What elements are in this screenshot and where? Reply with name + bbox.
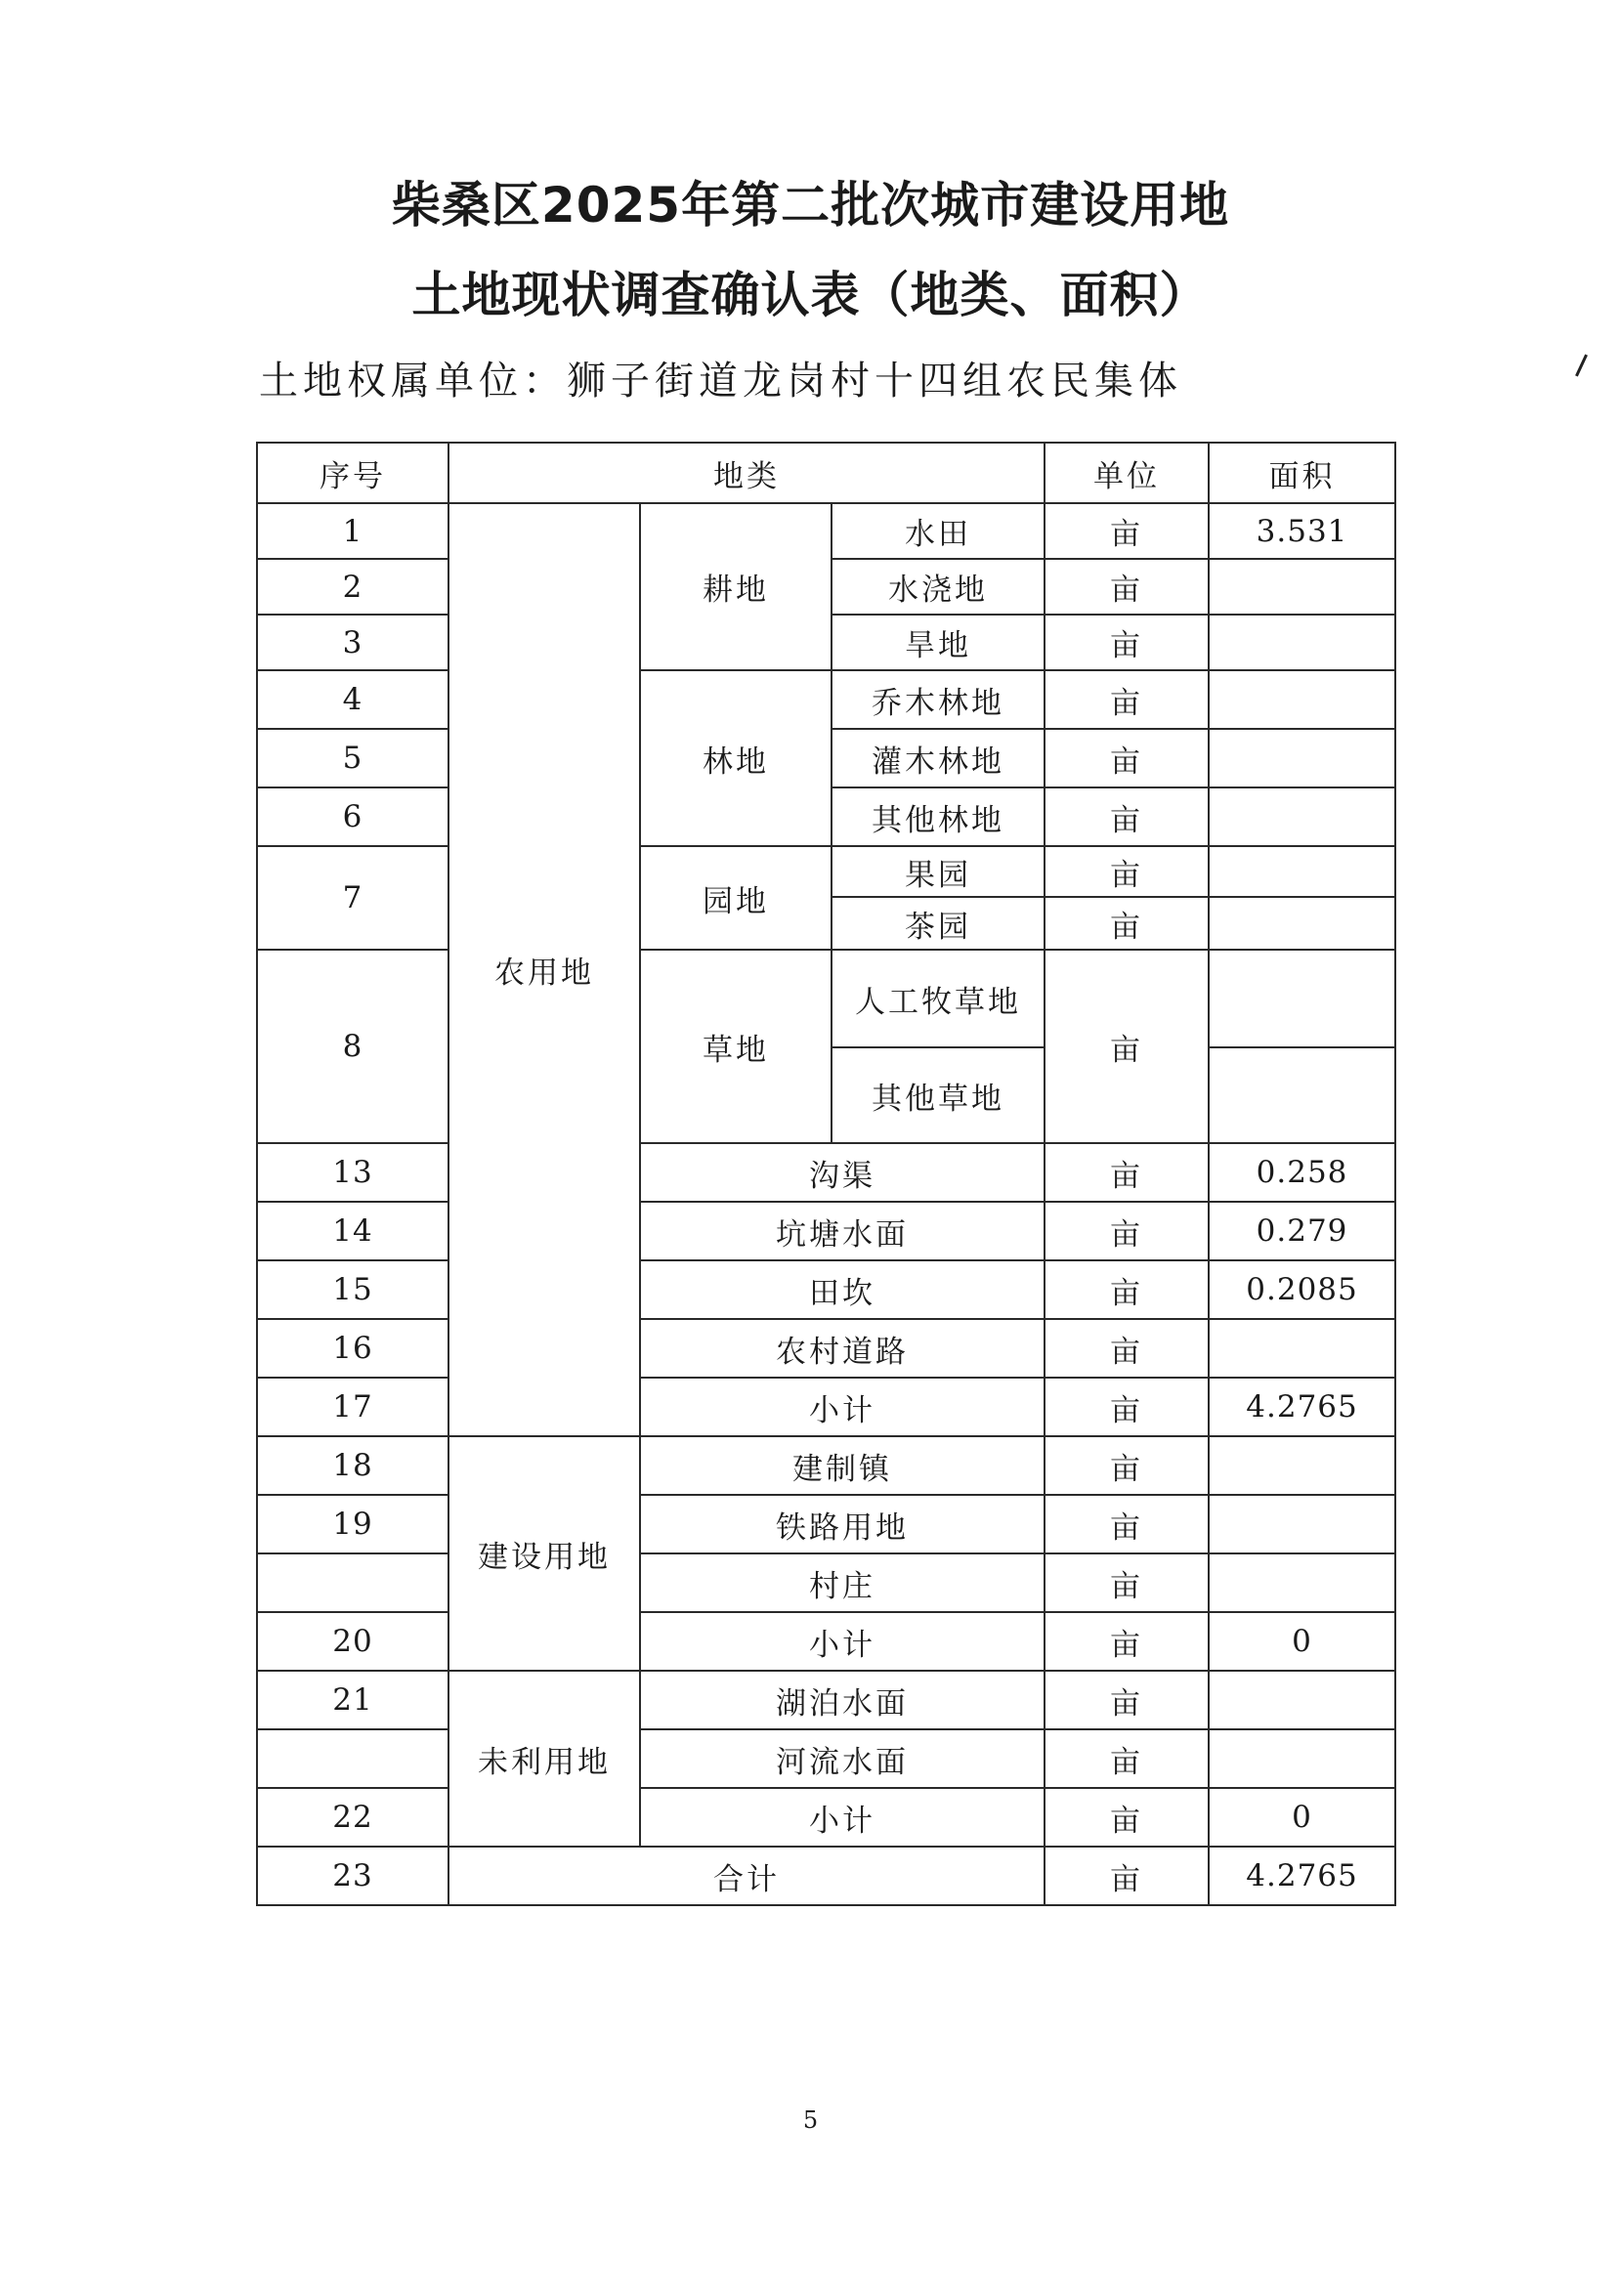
subgroup-garden: 园地 — [640, 846, 832, 950]
subgroup-cultivated: 耕地 — [640, 503, 832, 670]
area-cell — [1209, 1671, 1395, 1729]
row-number: 17 — [257, 1378, 448, 1436]
land-type-cell: 人工牧草地 — [832, 950, 1045, 1047]
area-cell — [1209, 615, 1395, 670]
unit-cell: 亩 — [1045, 846, 1209, 897]
land-type-cell: 水浇地 — [832, 559, 1045, 615]
subgroup-forest: 林地 — [640, 670, 832, 846]
row-number: 16 — [257, 1319, 448, 1378]
area-cell — [1209, 1047, 1395, 1143]
table-row — [257, 1729, 1395, 1788]
area-cell — [1209, 897, 1395, 950]
land-survey-table — [256, 442, 1396, 1906]
table-row — [257, 503, 1395, 559]
page-number: 5 — [802, 2106, 819, 2134]
row-number: 8 — [257, 950, 448, 1143]
row-number: 23 — [257, 1847, 448, 1905]
unit-cell: 亩 — [1045, 1202, 1209, 1260]
table-row — [257, 1319, 1395, 1378]
total-row — [257, 1847, 1395, 1905]
unit-cell: 亩 — [1045, 1436, 1209, 1495]
unit-cell: 亩 — [1045, 787, 1209, 846]
area-cell — [1209, 1436, 1395, 1495]
header-land-type: 地类 — [448, 443, 1045, 503]
subgroup-grass: 草地 — [640, 950, 832, 1143]
land-type-cell: 小计 — [640, 1788, 1045, 1847]
land-type-cell: 其他草地 — [832, 1047, 1045, 1143]
pen-mark — [1575, 354, 1588, 376]
row-number: 6 — [257, 787, 448, 846]
area-cell: 0.279 — [1209, 1202, 1395, 1260]
area-cell — [1209, 1729, 1395, 1788]
land-type-cell: 坑塘水面 — [640, 1202, 1045, 1260]
table-row — [257, 1260, 1395, 1319]
land-type-cell: 田坎 — [640, 1260, 1045, 1319]
unit-cell: 亩 — [1045, 615, 1209, 670]
unit-cell: 亩 — [1045, 1729, 1209, 1788]
land-type-cell: 其他林地 — [832, 787, 1045, 846]
table-row — [257, 846, 1395, 897]
area-cell: 3.531 — [1209, 503, 1395, 559]
area-cell: 0.258 — [1209, 1143, 1395, 1202]
unit-cell: 亩 — [1045, 559, 1209, 615]
document-title-line1: 柴桑区2025年第二批次城市建设用地 — [391, 177, 1230, 234]
land-type-cell: 茶园 — [832, 897, 1045, 950]
area-cell — [1209, 950, 1395, 1047]
land-type-cell: 湖泊水面 — [640, 1671, 1045, 1729]
area-cell — [1209, 1553, 1395, 1612]
table-row — [257, 670, 1395, 729]
area-cell — [1209, 846, 1395, 897]
row-number: 2 — [257, 559, 448, 615]
row-number — [257, 1553, 448, 1612]
unit-cell: 亩 — [1045, 503, 1209, 559]
table-row — [257, 950, 1395, 1047]
land-type-cell: 果园 — [832, 846, 1045, 897]
table-row — [257, 1436, 1395, 1495]
area-cell: 0 — [1209, 1788, 1395, 1847]
unit-cell: 亩 — [1045, 1671, 1209, 1729]
unit-cell: 亩 — [1045, 1319, 1209, 1378]
unit-cell: 亩 — [1045, 1788, 1209, 1847]
table-row — [257, 1612, 1395, 1671]
row-number: 20 — [257, 1612, 448, 1671]
land-owner-label: 土地权属单位： — [259, 359, 567, 404]
area-cell: 0 — [1209, 1612, 1395, 1671]
unit-cell: 亩 — [1045, 1495, 1209, 1553]
land-owner-value: 狮子街道龙岗村十四组农民集体 — [567, 359, 1182, 404]
table-row — [257, 1378, 1395, 1436]
table-row — [257, 1202, 1395, 1260]
row-number: 22 — [257, 1788, 448, 1847]
total-area-cell: 4.2765 — [1209, 1847, 1395, 1905]
row-number: 5 — [257, 729, 448, 787]
land-type-cell: 沟渠 — [640, 1143, 1045, 1202]
unit-cell: 亩 — [1045, 1553, 1209, 1612]
unit-cell: 亩 — [1045, 1260, 1209, 1319]
unit-cell: 亩 — [1045, 1612, 1209, 1671]
group-unused: 未利用地 — [448, 1671, 640, 1847]
row-number: 3 — [257, 615, 448, 670]
row-number — [257, 1729, 448, 1788]
table-row — [257, 1495, 1395, 1553]
land-type-cell: 水田 — [832, 503, 1045, 559]
land-type-cell: 农村道路 — [640, 1319, 1045, 1378]
area-cell — [1209, 787, 1395, 846]
land-type-cell: 灌木林地 — [832, 729, 1045, 787]
table-row — [257, 1143, 1395, 1202]
land-type-cell: 小计 — [640, 1378, 1045, 1436]
unit-cell: 亩 — [1045, 950, 1209, 1143]
table-row — [257, 1553, 1395, 1612]
unit-cell: 亩 — [1045, 729, 1209, 787]
document-title-line2: 土地现状调查确认表（地类、面积） — [411, 267, 1210, 323]
unit-cell: 亩 — [1045, 1847, 1209, 1905]
land-type-cell: 旱地 — [832, 615, 1045, 670]
land-type-cell: 小计 — [640, 1612, 1045, 1671]
table-header-row — [257, 443, 1395, 503]
row-number: 7 — [257, 846, 448, 950]
area-cell — [1209, 559, 1395, 615]
unit-cell: 亩 — [1045, 670, 1209, 729]
unit-cell: 亩 — [1045, 897, 1209, 950]
unit-cell: 亩 — [1045, 1378, 1209, 1436]
row-number: 14 — [257, 1202, 448, 1260]
header-unit: 单位 — [1045, 443, 1209, 503]
header-seq: 序号 — [257, 443, 448, 503]
row-number: 21 — [257, 1671, 448, 1729]
area-cell: 4.2765 — [1209, 1378, 1395, 1436]
row-number: 15 — [257, 1260, 448, 1319]
group-agricultural: 农用地 — [448, 503, 640, 1436]
total-label: 合计 — [448, 1847, 1045, 1905]
land-owner-line — [259, 350, 1182, 405]
area-cell — [1209, 1319, 1395, 1378]
table-row — [257, 1788, 1395, 1847]
header-area: 面积 — [1209, 443, 1395, 503]
area-cell: 0.2085 — [1209, 1260, 1395, 1319]
area-cell — [1209, 670, 1395, 729]
land-type-cell: 村庄 — [640, 1553, 1045, 1612]
unit-cell: 亩 — [1045, 1143, 1209, 1202]
row-number: 19 — [257, 1495, 448, 1553]
area-cell — [1209, 729, 1395, 787]
row-number: 4 — [257, 670, 448, 729]
row-number: 1 — [257, 503, 448, 559]
group-construction: 建设用地 — [448, 1436, 640, 1671]
land-type-cell: 建制镇 — [640, 1436, 1045, 1495]
land-type-cell: 河流水面 — [640, 1729, 1045, 1788]
area-cell — [1209, 1495, 1395, 1553]
table-row — [257, 1671, 1395, 1729]
row-number: 13 — [257, 1143, 448, 1202]
row-number: 18 — [257, 1436, 448, 1495]
land-type-cell: 铁路用地 — [640, 1495, 1045, 1553]
land-type-cell: 乔木林地 — [832, 670, 1045, 729]
